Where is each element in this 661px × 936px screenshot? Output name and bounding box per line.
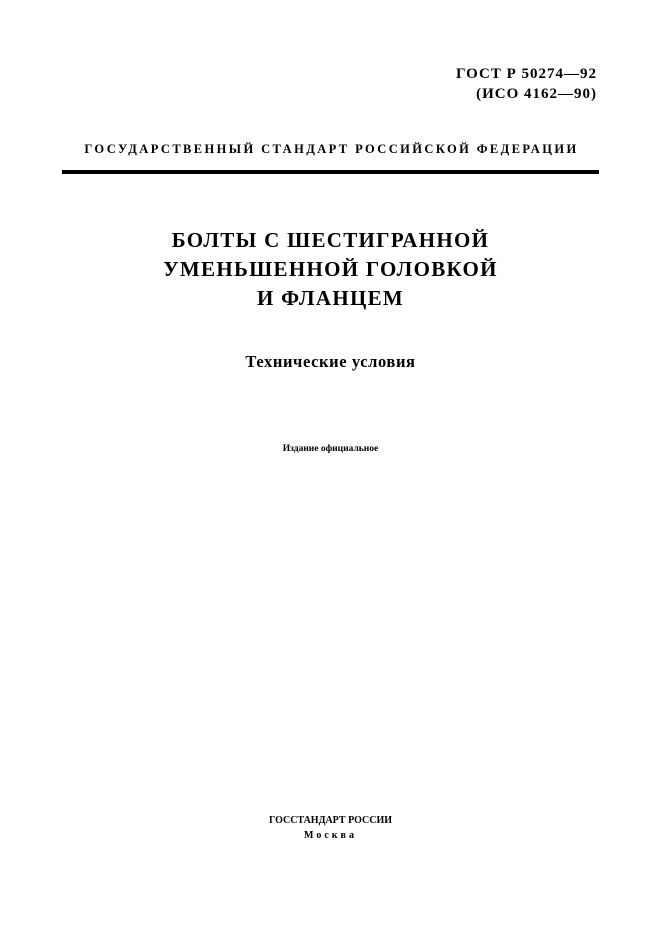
publisher-name: ГОССТАНДАРТ РОССИИ [268, 815, 393, 826]
standard-type-heading: ГОСУДАРСТВЕННЫЙ СТАНДАРТ РОССИЙСКОЙ ФЕДЕРАЦИИ [84, 142, 579, 156]
standard-number: ГОСТ Р 50274—92 [455, 66, 597, 82]
standard-designation [456, 64, 597, 104]
document-subtitle: Технические условия [245, 352, 416, 371]
document-title [0, 226, 661, 313]
title-line: И ФЛАНЦЕМ [256, 286, 405, 310]
edition-note: Издание официальное [282, 444, 379, 454]
iso-equivalent: (ИСО 4162—90) [476, 86, 597, 102]
title-line: УМЕНЬШЕННОЙ ГОЛОВКОЙ [163, 257, 498, 281]
publisher-city: Москва [304, 830, 357, 841]
title-line: БОЛТЫ С ШЕСТИГРАННОЙ [171, 228, 490, 252]
publisher-block [0, 813, 661, 843]
horizontal-rule [62, 170, 599, 174]
